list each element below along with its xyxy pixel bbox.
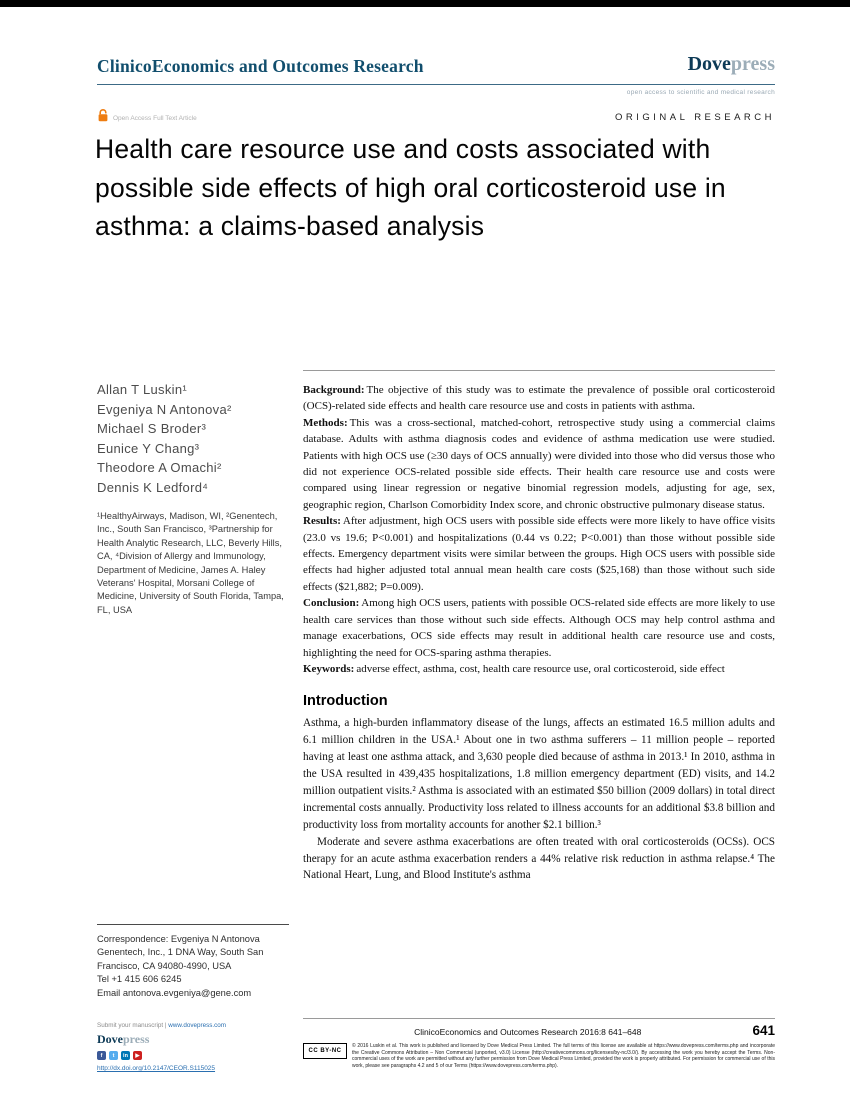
open-access-row (97, 109, 197, 127)
abstract-conclusion (303, 595, 775, 661)
correspondence-address: Genentech, Inc., 1 DNA Way, South San Francisco, CA 94080-4990, USA (97, 947, 264, 971)
publisher-logo (688, 53, 775, 76)
author-name: Evgeniya N Antonova² (97, 401, 232, 417)
dovepress-link[interactable]: www.dovepress.com (168, 1022, 227, 1029)
cc-license-badge: CC BY-NC (303, 1043, 347, 1059)
section-heading-introduction: Introduction (303, 693, 388, 710)
correspondence-tel: Tel +1 415 606 6245 (97, 974, 182, 985)
introduction-paragraph-1: Asthma, a high-burden inflammatory disease of the lungs, affects an estimated 16.5 million adults and 6.1 million children in the USA.¹ About one in two asthma sufferers – 11 million people – reported having at least one asthma attack, and 3,630 people died because of asthma in 2013.¹ In 2010, asthma in the USA resulted in 439,435 hospitalizations, 1.8 million emergency department (ED) visits, and 14.2 million outpatient visits.² Asthma is associated with an estimated $50 billion (2009 dollars) in total direct incremental costs annually. Productivity loss related to illness accounts for an additional $3.8 billion and productivity loss from mortality accounts for another $2.1 billion.³ (303, 717, 775, 831)
submit-manuscript-line (97, 1022, 292, 1029)
open-access-label: Open Access Full Text Article (113, 114, 197, 122)
citation-row (303, 1023, 775, 1038)
abstract (303, 370, 775, 677)
abstract-results (303, 513, 775, 595)
author-name: Theodore A Omachi² (97, 460, 222, 475)
abstract-label-keywords: Keywords: (303, 662, 355, 675)
footer-left (97, 1022, 292, 1072)
facebook-icon[interactable]: f (97, 1051, 106, 1060)
correspondence-block (97, 924, 289, 1000)
license-row (303, 1043, 775, 1069)
header-rule (97, 84, 775, 85)
abstract-methods (303, 415, 775, 513)
open-access-lock-icon (97, 109, 109, 127)
footer-logo-dove: Dove (97, 1032, 123, 1046)
correspondence-email-link[interactable]: antonova.evgeniya@gene.com (122, 987, 252, 998)
publisher-logo-press: press (730, 53, 775, 75)
author-name: Eunice Y Chang³ (97, 440, 200, 456)
page-number: 641 (752, 1023, 775, 1038)
linkedin-icon[interactable]: in (121, 1051, 130, 1060)
journal-name: ClinicoEconomics and Outcomes Research (97, 56, 424, 76)
footer-logo-press: press (123, 1032, 150, 1046)
abstract-text-background: The objective of this study was to estimate the prevalence of possible oral corticosteroid (OCS)-related side effects and health care resource use and costs in patients with asthma. (303, 384, 775, 413)
youtube-icon[interactable]: ▶ (133, 1051, 142, 1060)
abstract-label-conclusion: Conclusion: (303, 597, 360, 610)
footer-dovepress-logo (97, 1032, 292, 1047)
correspondence-name: Correspondence: Evgeniya N Antonova (97, 934, 260, 944)
author-name: Allan T Luskin¹ (97, 382, 188, 397)
author-column (97, 380, 295, 617)
author-name: Dennis K Ledford⁴ (97, 479, 209, 495)
abstract-text-results: After adjustment, high OCS users with possible side effects were more likely to have office visits (23.0 vs 19.6; P<0.001) and hospitalizations (0.44 vs 0.22; P<0.001) than those without possible side effects. Emergency department visits were similar between the groups. High OCS users with possible side effects had higher adjusted total annual mean health care costs ($25,168) than those without such side effects ($21,882; P=0.009). (303, 515, 775, 593)
abstract-label-results: Results: (303, 515, 341, 528)
abstract-background (303, 382, 775, 415)
license-text: © 2016 Luskin et al. This work is published and licensed by Dove Medical Press Limited. The full terms of this license are available at https://www.dovepress.com/terms.php and incorporate the Creative Commons Attribution – Non Commercial (unported, v3.0) License (http://creativecommons.org/licenses/by-nc/3.0/). By accessing the work you hereby accept the Terms. Non-commercial uses of the work are permitted without any further permission from Dove Medical Press Limited, provided the work is properly attributed. For permission for commercial use of this work, please see paragraphs 4.2 and 5 of our Terms (https://www.dovepress.com/terms.php). (352, 1043, 775, 1069)
abstract-label-background: Background: (303, 384, 365, 396)
main-column (303, 370, 775, 884)
correspondence-email-line (97, 987, 289, 1000)
abstract-keywords (303, 661, 775, 677)
publisher-logo-dove: Dove (687, 53, 731, 75)
author-name: Michael S Broder³ (97, 421, 207, 436)
article-type-label: ORIGINAL RESEARCH (615, 112, 775, 123)
submit-manuscript-label: Submit your manuscript | (97, 1022, 167, 1029)
abstract-text-conclusion: Among high OCS users, patients with possible OCS-related side effects are more likely to use health care services than those without such side effects. Although OCS may help control asthma and manage exacerbations, OCS side effects may result in additional health care resource use and costs, highlighting the need for OCS-sparing asthma therapies. (303, 597, 776, 659)
social-icons-row (97, 1051, 292, 1060)
abstract-label-methods: Methods: (303, 416, 348, 429)
publisher-tagline: open access to scientific and medical research (626, 89, 775, 96)
footer-right (303, 1018, 775, 1069)
twitter-icon[interactable]: t (109, 1051, 118, 1060)
abstract-text-keywords: adverse effect, asthma, cost, health care resource use, oral corticosteroid, side effect (356, 662, 725, 675)
author-list (97, 380, 295, 497)
introduction-paragraph-2: Moderate and severe asthma exacerbations are often treated with oral corticosteroids (OCSs). OCS therapy for an acute asthma exacerbation renders a 44% relative risk reduction in asthma relapse.⁴ The National Heart, Lung, and Blood Institute's asthma (303, 835, 775, 882)
doi-link[interactable]: http://dx.doi.org/10.2147/CEOR.S115025 (97, 1065, 216, 1072)
abstract-text-methods: This was a cross-sectional, matched-cohort, retrospective study using a commercial claims database. Adults with asthma diagnosis codes and evidence of asthma medication use were studied. Patients with high OCS use (≥30 days of OCS annually) were divided into those who did versus those who did not experience OCS-related possible side effects. Their health care resource use and costs were compared using linear regression or negative binomial regression models, adjusting for age, sex, geographic region, Charlson Comorbidity Index score, and chronic obstructive pulmonary disease status. (303, 416, 775, 511)
top-black-bar (0, 0, 850, 7)
article-title: Health care resource use and costs associated with possible side effects of high oral corticosteroid use in asthma: a claims-based analysis (95, 134, 726, 241)
correspondence-email-label: Email (97, 987, 121, 998)
affiliations: ¹HealthyAirways, Madison, WI, ²Genentech, Inc., South San Francisco, ³Partnership for Health Analytic Research, LLC, Beverly Hills, CA, ⁴Division of Allergy and Immunology, Department of Medicine, James A. Haley Veterans' Hospital, Morsani College of Medicine, University of South Florida, Tampa, FL, USA (97, 511, 284, 615)
journal-citation: ClinicoEconomics and Outcomes Research 2016:8 641–648 (414, 1027, 642, 1037)
